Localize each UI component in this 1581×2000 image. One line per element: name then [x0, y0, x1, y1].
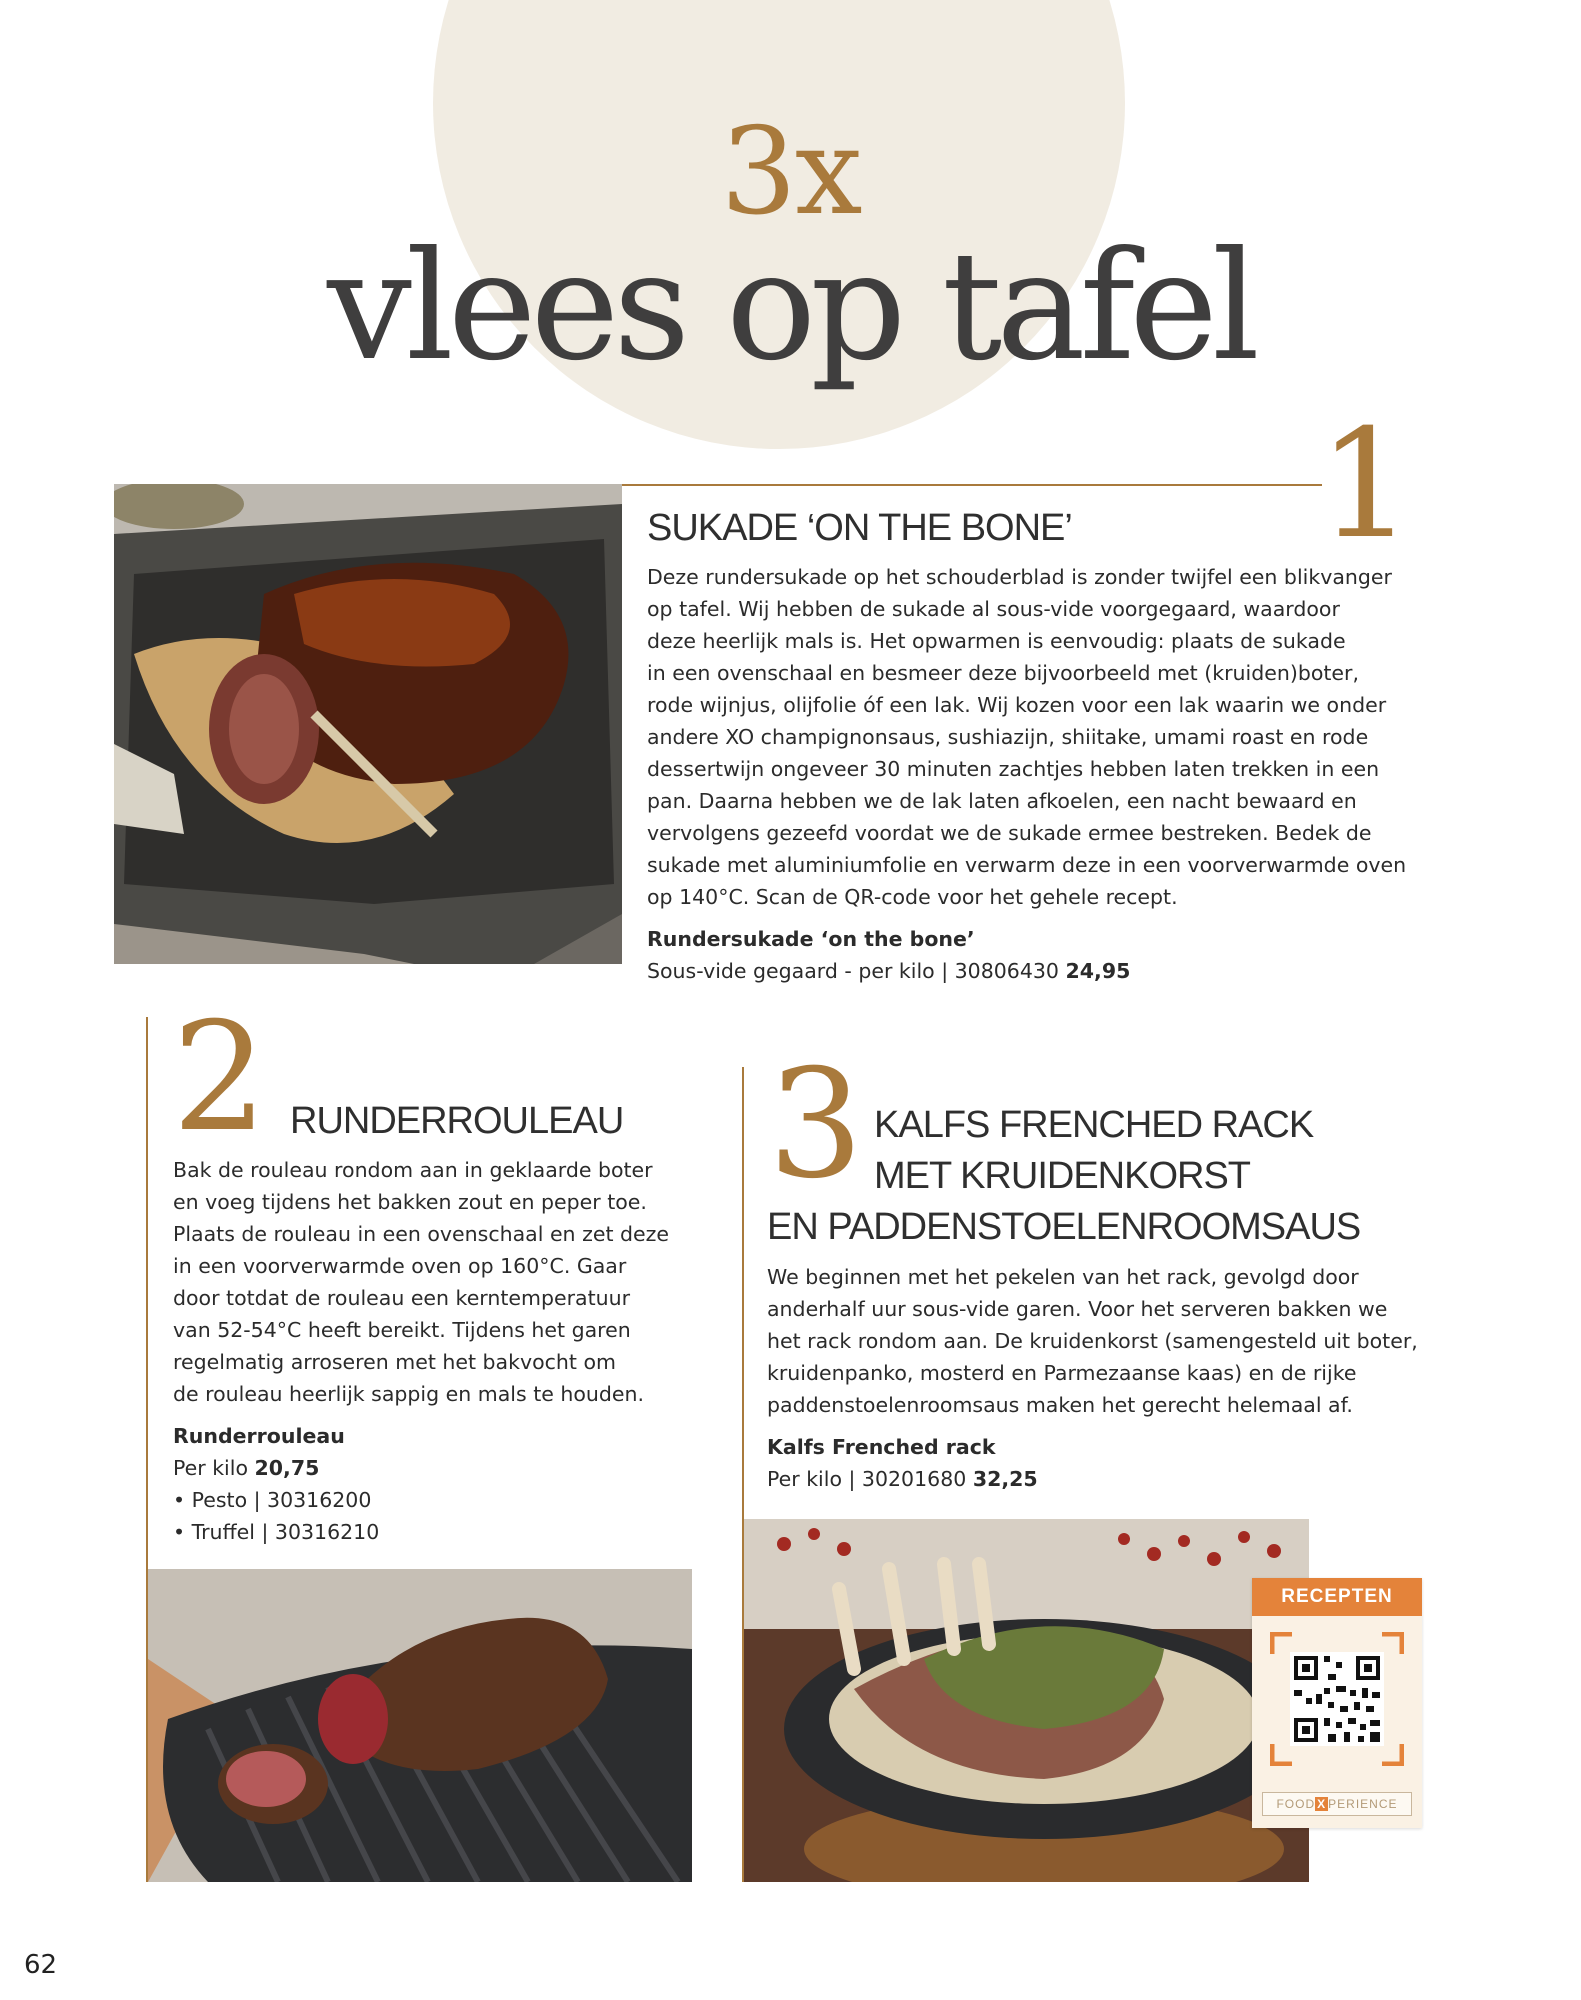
foodxperience-logo: FOOD X PERIENCE [1262, 1792, 1412, 1816]
section1-divider [622, 484, 1322, 486]
frenched-rack-photo [744, 1519, 1309, 1882]
section1-body: Deze rundersukade op het schouderblad is zonder twijfel een blikvanger op tafel. Wij hebben de sukade al sous-vide voorgegaard, waardoor deze heerlijk mals is. Het opwarmen is eenvoudig: plaats de sukade in een ovenschaal en besmeer deze bijvoorbeeld met (kruiden)boter, rode wijnjus, olijfolie óf een lak. Wij kozen voor een lak waarin we onder andere XO champignonsaus, sushiazijn, shiitake, umami roast en rode dessertwijn ongeveer 30 minuten zachtjes hebben laten trekken in een pan. Daarna hebben we de lak laten afkoelen, een nacht bewaard en vervolgens gezeefd voordat we de sukade ermee bestreken. Bedek de sukade met aluminiumfolie en verwarm deze in een voorverwarmde oven op 140°C. Scan de QR-code voor het gehele recept. Rundersukade ‘on the bone’ Sous-vide gegaard - per kilo | 30806430 24,95 [647, 561, 1417, 987]
section3-heading: KALFS FRENCHED RACK MET KRUIDENKORST EN PADDENSTOELENROOMSAUS [767, 1104, 1361, 1248]
section2-body: Bak de rouleau rondom aan in geklaarde boter en voeg tijdens het bakken zout en peper toe. Plaats de rouleau in een ovenschaal en zet deze in een voorverwarmde oven op 160°C. Gaar door totdat de rouleau een kerntemperatuur van 52-54°C heeft bereikt. Tijdens het garen regelmatig arroseren met het bakvocht om de rouleau heerlijk sappig en mals te houden. Runderrouleau Per kilo 20,75 • Pesto | 30316200 • Truffel | 30316210 [173, 1154, 713, 1548]
section3-body: We beginnen met het pekelen van het rack, gevolgd door anderhalf uur sous-vide garen. Voor het serveren bakken we het rack rondom aan. De kruidenkorst (samengesteld uit boter, kruidenpanko, mosterd en Parmezaanse kaas) en de rijke paddenstoelenroomsaus maken het gerecht helemaal af. Kalfs Frenched rack Per kilo | 30201680 32,25 [767, 1261, 1447, 1495]
qr-label: RECEPTEN [1252, 1578, 1422, 1616]
page-number: 62 [24, 1950, 58, 1980]
section1-product-name: Rundersukade ‘on the bone’ [647, 927, 975, 951]
rouleau-photo [148, 1569, 692, 1882]
section1-heading: SUKADE ‘ON THE BONE’ [647, 507, 1072, 549]
qr-code-icon[interactable] [1270, 1632, 1404, 1766]
section2-product-info: Per kilo 20,75 [173, 1456, 320, 1480]
recipe-qr-card[interactable] [1252, 1578, 1422, 1828]
section2-number: 2 [172, 991, 264, 1165]
hero-number: 3x [720, 103, 861, 242]
section2-heading: RUNDERROULEAU [290, 1100, 624, 1142]
page-title: vlees op tafel [327, 220, 1254, 394]
section1-product-info: Sous-vide gegaard - per kilo | 30806430 24,95 [647, 959, 1131, 983]
section2-price: 20,75 [254, 1456, 320, 1480]
sukade-photo [114, 484, 622, 964]
section2-variant: • Pesto | 30316200 [173, 1488, 372, 1512]
section3-price: 32,25 [972, 1467, 1038, 1491]
section1-price: 24,95 [1065, 959, 1131, 983]
section3-product-info: Per kilo | 30201680 32,25 [767, 1467, 1038, 1491]
section2-variant: • Truffel | 30316210 [173, 1520, 380, 1544]
section3-number: 3 [768, 1038, 860, 1212]
section3-product-name: Kalfs Frenched rack [767, 1435, 996, 1459]
section2-product-name: Runderrouleau [173, 1424, 345, 1448]
section1-number: 1 [1318, 398, 1410, 572]
